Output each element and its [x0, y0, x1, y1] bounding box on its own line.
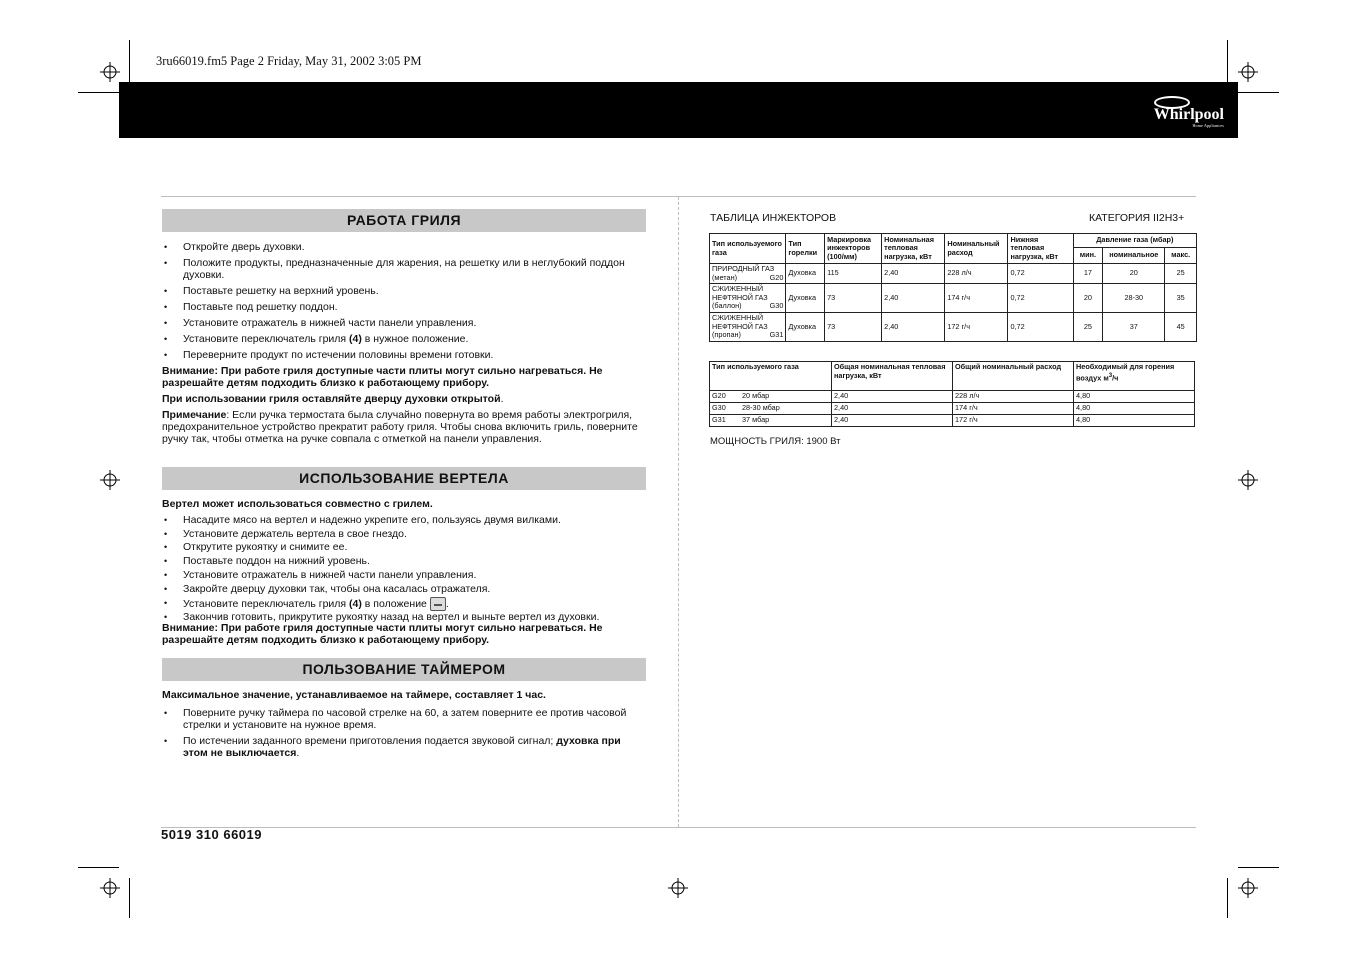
list-item: • Откройте дверь духовки. — [162, 241, 648, 253]
list-item: • Поставьте поддон на нижний уровень. — [162, 555, 652, 569]
list-item: • Поставьте под решетку поддон. — [162, 301, 648, 313]
registration-mark-icon — [1238, 470, 1258, 490]
list-item: • Переверните продукт по истечении половины времени готовки. — [162, 349, 648, 361]
registration-mark-icon — [1238, 878, 1258, 898]
table-header: Тип используемого газа — [710, 362, 832, 391]
list-item: • Открутите рукоятку и снимите ее. — [162, 541, 652, 555]
spit-section-body — [162, 498, 652, 646]
crop-mark — [78, 867, 119, 868]
table-row: G31 37 мбар 2,40 172 г/ч 4,80 — [710, 415, 1195, 427]
grill-steps-list — [162, 241, 648, 361]
list-item: • Установите переключатель гриля (4) в положение . — [162, 597, 652, 612]
grill-power: МОЩНОСТЬ ГРИЛЯ: 1900 Вт — [710, 436, 841, 447]
registration-mark-icon — [100, 878, 120, 898]
crop-mark — [1227, 878, 1228, 918]
table-header: Маркировка инжекторов (100/мм) — [825, 234, 882, 264]
table-header: мин. — [1073, 248, 1103, 264]
registration-mark-icon — [100, 470, 120, 490]
list-item: • Установите отражатель в нижней части панели управления. — [162, 317, 648, 329]
list-item: • Положите продукты, предназначенные для жарения, на решетку или в неглубокий поддон духовки. — [162, 257, 648, 281]
crop-mark — [1238, 867, 1279, 868]
crop-mark — [1227, 40, 1228, 82]
table-header: макс. — [1165, 248, 1197, 264]
document-number: 5019 310 66019 — [161, 827, 262, 842]
bottom-rule — [161, 827, 1196, 828]
table-row: СЖИЖЕННЫЙ НЕФТЯНОЙ ГАЗ (пропан) G31 Духовка 73 2,40 172 г/ч 0,72 25 37 45 — [710, 313, 1197, 342]
brand-logo: Whirlpool Home Appliances — [1154, 96, 1224, 128]
table-row: G20 20 мбар 2,40 228 л/ч 4,80 — [710, 391, 1195, 403]
table-header: Номинальная тепловая нагрузка, кВт — [882, 234, 945, 264]
registration-mark-icon — [668, 878, 688, 898]
table-row: ПРИРОДНЫЙ ГАЗ (метан) G20 Духовка 115 2,40 228 л/ч 0,72 17 20 25 — [710, 264, 1197, 284]
table-header: Давление газа (мбар) — [1073, 234, 1196, 248]
crop-mark — [78, 92, 119, 93]
table-header: Нижняя тепловая нагрузка, кВт — [1008, 234, 1073, 264]
list-item: • Установите отражатель в нижней части панели управления. — [162, 569, 652, 583]
list-item: • Закончив готовить, прикрутите рукоятку назад на вертел и выньте вертел из духовки. — [162, 611, 652, 625]
list-item: • Насадите мясо на вертел и надежно укрепите его, пользуясь двумя вилками. — [162, 514, 652, 528]
spit-intro: Вертел может использоваться совместно с грилем. — [162, 498, 433, 510]
grill-warning: Внимание: При работе гриля доступные части плиты могут сильно нагреваться. Не разрешайте детям подходить близко к работающему прибору. — [162, 365, 603, 389]
table-header: номинальное — [1103, 248, 1165, 264]
column-divider — [678, 197, 679, 827]
list-item: • Поставьте решетку на верхний уровень. — [162, 285, 648, 297]
table-row: СЖИЖЕННЫЙ НЕФТЯНОЙ ГАЗ (баллон) G30 Духовка 73 2,40 174 г/ч 0,72 20 28-30 35 — [710, 284, 1197, 313]
list-item: • Установите держатель вертела в свое гнездо. — [162, 528, 652, 542]
grill-door-note: При использовании гриля оставляйте дверцу духовки открытой. — [162, 393, 504, 405]
table-header: Общая номинальная тепловая нагрузка, кВт — [832, 362, 953, 391]
table-header: Необходимый для горения воздух $м^3/ч$ — [1074, 362, 1195, 391]
timer-steps-list — [162, 707, 648, 759]
section-title-grill: РАБОТА ГРИЛЯ — [162, 209, 646, 232]
injector-table-title: ТАБЛИЦА ИНЖЕКТОРОВ — [710, 212, 837, 224]
injector-table-category: КАТЕГОРИЯ II2H3+ — [1089, 212, 1185, 224]
crop-mark — [129, 40, 130, 82]
table-header: Тип используемого газа — [710, 234, 786, 264]
table-header: Тип горелки — [786, 234, 825, 264]
list-item: • По истечении заданного времени приготовления подается звуковой сигнал; духовка при этом не выключается. — [162, 735, 648, 759]
spit-warning: Внимание: При работе гриля доступные части плиты могут сильно нагреваться. Не разрешайте детям подходить близко к работающему прибору. — [162, 621, 603, 646]
table-row: G30 28-30 мбар 2,40 174 г/ч 4,80 — [710, 403, 1195, 415]
crop-mark — [1238, 92, 1279, 93]
table-header: Номинальный расход — [945, 234, 1008, 264]
timer-intro: Максимальное значение, устанавливаемое на таймере, составляет 1 час. — [162, 689, 546, 701]
timer-section-body — [162, 689, 648, 759]
file-header: 3ru66019.fm5 Page 2 Friday, May 31, 2002 3:05 PM — [156, 54, 422, 68]
table-header: Общий номинальный расход — [953, 362, 1074, 391]
header-bar — [119, 82, 1238, 138]
grill-note: Примечание: Если ручка термостата была случайно повернута во время работы электрогриля, предохранительное устройство прекратит работу гриля. Чтобы снова включить гриль, поверните ручку так, чтобы отметка на ручке совпала с отметкой на панели управления. — [162, 409, 638, 445]
list-item: • Закройте дверцу духовки так, чтобы она касалась отражателя. — [162, 583, 652, 597]
registration-mark-icon — [100, 62, 120, 82]
crop-mark — [129, 878, 130, 918]
section-title-timer: ПОЛЬЗОВАНИЕ ТАЙМЕРОМ — [162, 658, 646, 681]
summary-table — [709, 361, 1195, 427]
grill-spit-symbol-icon — [430, 597, 446, 611]
section-title-spit: ИСПОЛЬЗОВАНИЕ ВЕРТЕЛА — [162, 467, 646, 490]
spit-steps-list — [162, 514, 652, 625]
list-item: • Поверните ручку таймера по часовой стрелке на 60, а затем поверните ее против часовой стрелки и установите на нужное время. — [162, 707, 648, 731]
injector-table — [709, 233, 1197, 342]
registration-mark-icon — [1238, 62, 1258, 82]
list-item: • Установите переключатель гриля (4) в нужное положение. — [162, 333, 648, 345]
grill-section-body — [162, 241, 648, 445]
